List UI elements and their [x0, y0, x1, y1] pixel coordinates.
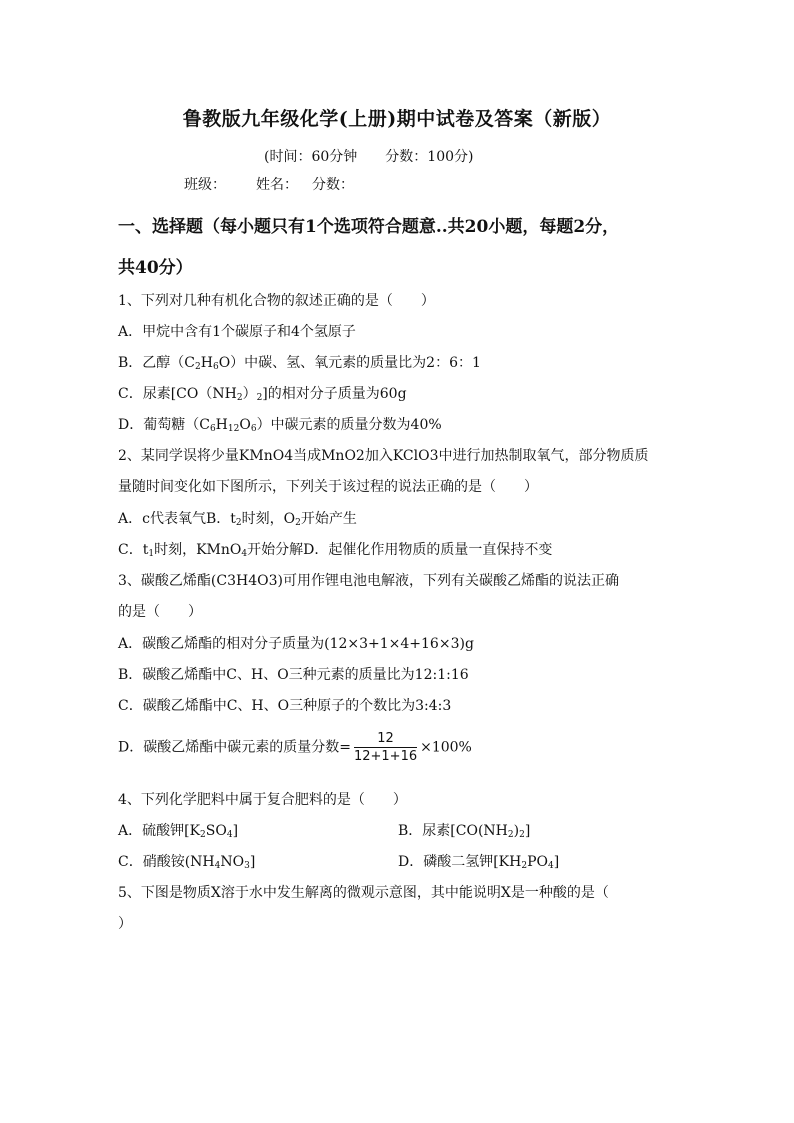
student-info [184, 174, 354, 194]
question-4-option-b: B．尿素$[CO(NH_2)_2]$ [398, 823, 531, 840]
question-3-option-c: C．碳酸乙烯酯中C、H、O三种原子的个数比为3:4:3 [118, 698, 452, 714]
question-3-option-d: D．碳酸乙烯酯中碳元素的质量分数= $\frac{12}{12+1+16}$ ×100% [118, 731, 472, 764]
question-3-stem-cont: 的是（ ） [118, 604, 202, 620]
question-1-option-a: A．甲烷中含有1个碳原子和4个氢原子 [118, 324, 356, 340]
question-3-option-b: B．碳酸乙烯酯中C、H、O三种元素的质量比为12:1:16 [118, 667, 469, 683]
question-2-stem-cont: 量随时间变化如下图所示，下列关于该过程的说法正确的是（ ） [118, 479, 538, 495]
question-1-stem: 1、下列对几种有机化合物的叙述正确的是（ ） [118, 293, 435, 309]
question-2-options-cd: C．$t_1$时刻，KMnO$_4$开始分解D．起催化作用物质的质量一直保持不变 [118, 542, 553, 559]
question-3-option-a: A．碳酸乙烯酯的相对分子质量为(12×3+1×4+16×3)g [118, 636, 474, 652]
fraction: $\frac{12}{12+1+16}$ [353, 731, 418, 764]
question-1-option-c: C．尿素$[CO(NH_2)_2]$的相对分子质量为60g [118, 386, 407, 403]
question-5-stem-cont: ） [118, 916, 132, 932]
name-label: 姓名： [256, 177, 298, 193]
question-1-option-b: B．乙醇$(C_2H_6O)$中碳、氢、氧元素的质量比为2：6：1 [118, 355, 481, 372]
exam-meta [264, 146, 473, 166]
class-label: 班级： [184, 177, 226, 193]
question-4-stem: 4、下列化学肥料中属于复合肥料的是（ ） [118, 792, 407, 808]
question-2-options-ab: A．c代表氧气B．$t_2$时刻，$O_2$开始产生 [118, 511, 357, 528]
question-2-stem: 2、某同学误将少量KMnO4当成MnO2加入KClO3中进行加热制取氧气，部分物质质 [118, 448, 649, 464]
question-1-option-d: D．葡萄糖$(C_6H_{12}O_6)$中碳元素的质量分数为40% [118, 417, 442, 434]
question-4-option-c: C．硝酸铵$(NH_4NO_3]$ [118, 854, 256, 871]
question-4-option-a: A．硫酸钾$[K_2SO_4]$ [118, 823, 239, 840]
question-3-stem: 3、碳酸乙烯酯(C3H4O3)可用作锂电池电解液，下列有关碳酸乙烯酯的说法正确 [118, 573, 619, 589]
time-label: (时间：60分钟 [264, 149, 358, 165]
total-score-label: 分数：100分) [385, 149, 474, 165]
page-title: 鲁教版九年级化学(上册)期中试卷及答案（新版） [182, 108, 612, 130]
section-heading: 一、选择题（每小题只有1个选项符合题意..共20小题，每题2分， [118, 217, 620, 237]
score-field-label: 分数： [312, 177, 354, 193]
section-heading-cont: 共40分） [118, 258, 193, 278]
question-5-stem: 5、下图是物质X溶于水中发生解离的微观示意图，其中能说明X是一种酸的是（ [118, 885, 609, 901]
question-4-option-d: D．磷酸二氢钾$[KH_2PO_4]$ [398, 854, 560, 871]
